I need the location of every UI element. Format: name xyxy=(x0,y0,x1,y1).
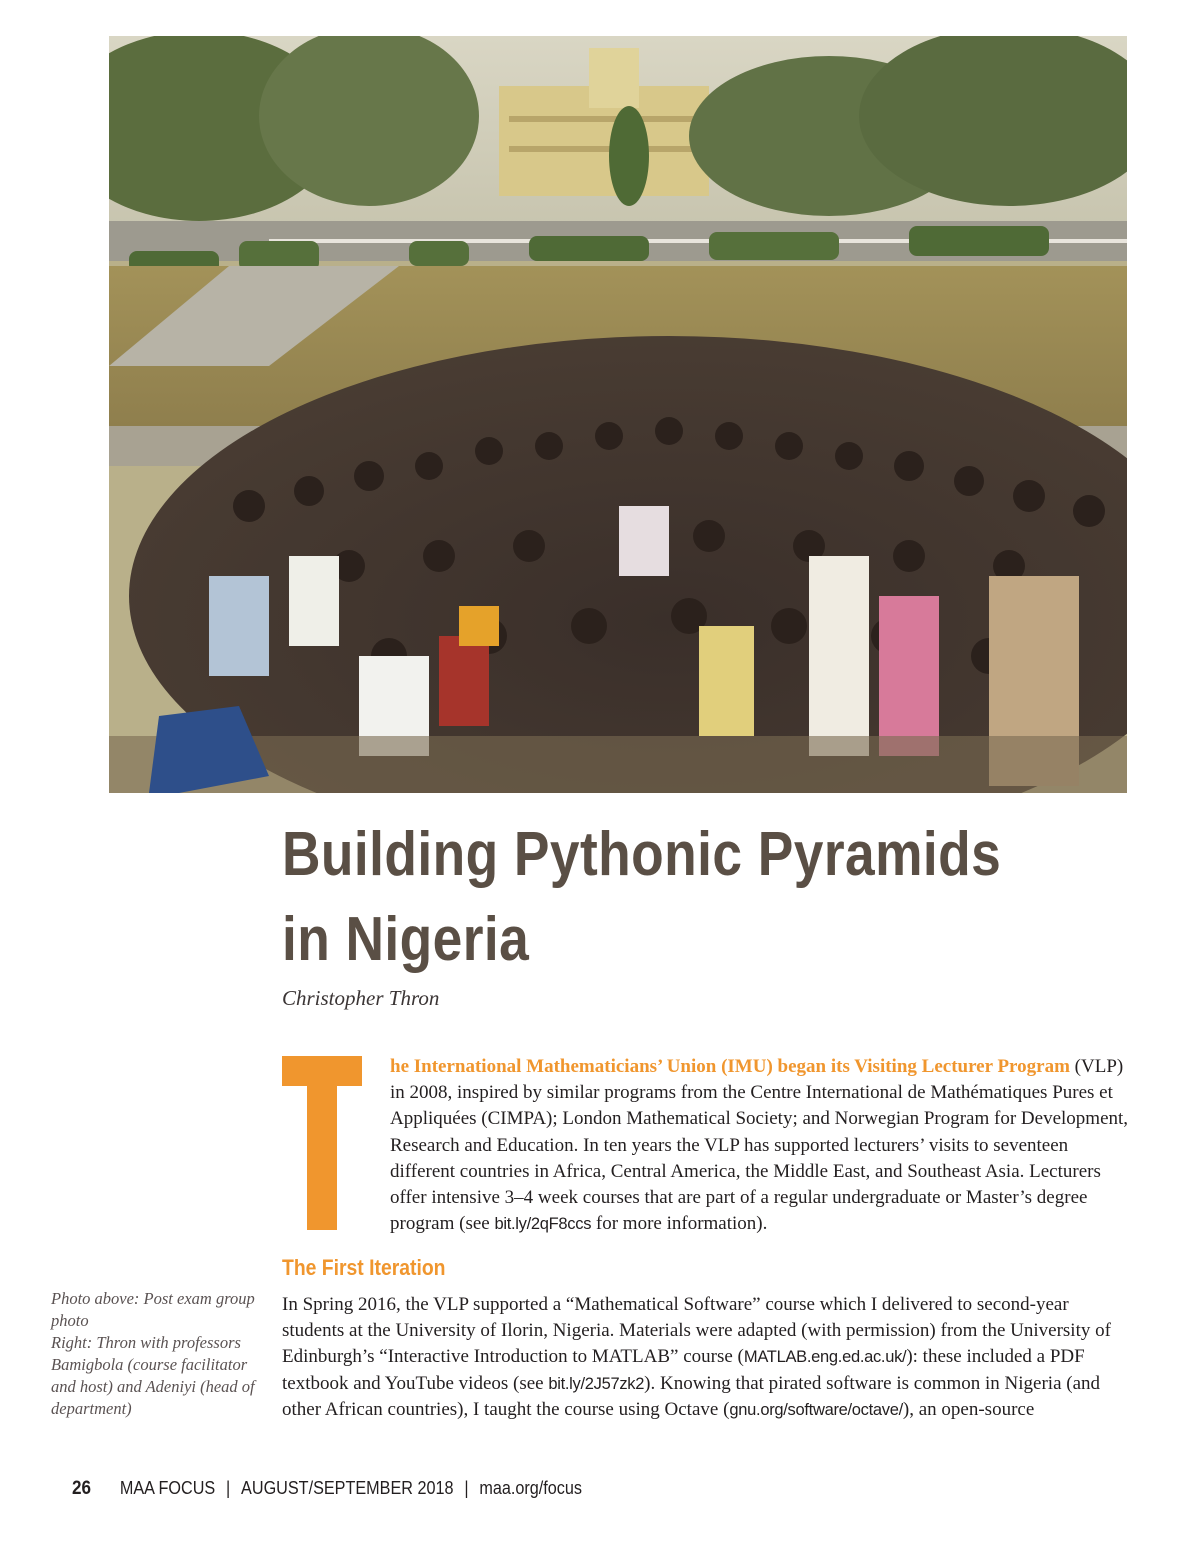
intro-paragraph xyxy=(390,1054,1130,1237)
body-paragraph xyxy=(282,1292,1132,1423)
issue-date: AUGUST/SEPTEMBER 2018 xyxy=(241,1478,454,1498)
group-photo-illustration xyxy=(109,36,1127,793)
footer-url[interactable]: maa.org/focus xyxy=(479,1478,583,1498)
section-heading: The First Iteration xyxy=(282,1255,446,1280)
body-link-bitly[interactable]: bit.ly/2J57zk2 xyxy=(548,1374,645,1393)
publication-name: MAA FOCUS xyxy=(119,1478,216,1498)
article-author: Christopher Thron xyxy=(282,986,440,1010)
dropcap-text: T xyxy=(321,1206,323,1207)
page-number: 26 xyxy=(72,1478,92,1499)
intro-link[interactable]: bit.ly/2qF8ccs xyxy=(494,1215,592,1234)
body-text-1: In Spring 2016, the VLP supported a “Mathematical Software” course which I delivered to second-year students at the University of Ilorin, Nigeria. Materials were adapted (with permission) from the University of Edinburgh’s “Interactive Introduction to MATLAB” course ( xyxy=(282,1294,1111,1368)
body-link-matlab[interactable]: MATLAB.eng.ed.ac.uk/ xyxy=(743,1348,907,1367)
body-text-2: ): these included a PDF textbook and YouTube videos (see xyxy=(282,1346,1085,1394)
intro-lead: he International Mathematicians’ Union (IMU) began its Visiting Lecturer Program xyxy=(390,1056,1070,1077)
footer-separator-1: | xyxy=(226,1478,231,1498)
body-link-octave[interactable]: gnu.org/software/octave/ xyxy=(729,1400,903,1419)
intro-text-2: for more information). xyxy=(591,1213,768,1235)
body-text-3: ). Knowing that pirated software is common in Nigeria (and other African countries), I taught the course using Octave ( xyxy=(282,1372,1101,1420)
photo-caption xyxy=(51,1288,266,1420)
page-footer xyxy=(72,1478,582,1500)
caption-line-1: Photo above: Post exam group photo xyxy=(51,1289,255,1330)
group-photo xyxy=(109,36,1127,793)
body-text-4: ), an open-source xyxy=(902,1398,1035,1420)
caption-line-2: Right: Thron with professors Bamigbola (course facilitator and host) and Adeniyi (head of department) xyxy=(51,1333,255,1418)
footer-separator-2: | xyxy=(464,1478,469,1498)
article-title: Building Pythonic Pyramids in Nigeria xyxy=(282,820,1002,974)
intro-text-1: (VLP) in 2008, inspired by similar programs from the Centre International de Mathématiques Pures et Appliquées (CIMPA); London Mathematical Society; and Norwegian Program for Development, Research and Education. In ten years the VLP has supported lecturers’ visits to seventeen different countries in Africa, Central America, the Middle East, and Southeast Asia. Lecturers offer intensive 3–4 week courses that are part of a regular undergraduate or Master’s degree program (see xyxy=(390,1056,1129,1235)
dropcap-letter-t xyxy=(282,1056,362,1230)
